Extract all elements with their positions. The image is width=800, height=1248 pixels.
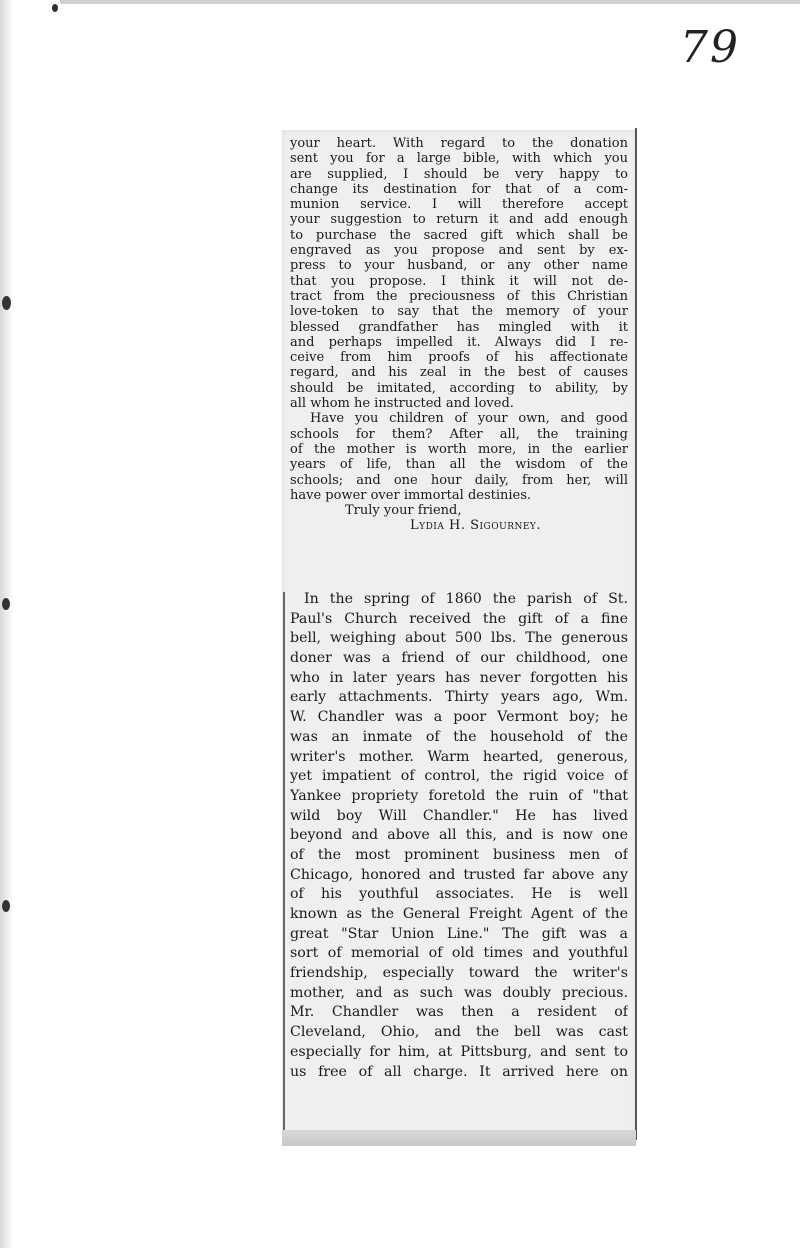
text-line: have power over immortal destinies. xyxy=(290,487,532,503)
text-line: love-token to say that the memory of your xyxy=(290,304,628,320)
page-top-edge xyxy=(60,0,800,4)
text-line: of the mother is worth more, in the earlier xyxy=(290,441,628,457)
text-line: yet impatient of control, the rigid voice of xyxy=(290,768,628,785)
text-line: of the most prominent business men of xyxy=(290,846,628,863)
text-line: and perhaps impelled it. Always did I re- xyxy=(290,334,628,350)
text-line: blessed grandfather has mingled with it xyxy=(290,319,628,335)
letter-closing: Truly your friend, xyxy=(345,503,462,519)
text-line: great "Star Union Line." The gift was a xyxy=(290,925,628,942)
text-line: W. Chandler was a poor Vermont boy; he xyxy=(290,709,628,726)
text-line: Have you children of your own, and good xyxy=(310,411,628,427)
text-line: are supplied, I should be very happy to xyxy=(290,166,628,182)
binding-mark xyxy=(52,4,58,12)
letter-text xyxy=(290,136,628,534)
text-line: years of life, than all the wisdom of the xyxy=(290,457,628,473)
text-line: schools; and one hour daily, from her, will xyxy=(290,472,628,488)
text-line: writer's mother. Warm hearted, generous, xyxy=(290,748,628,765)
text-line: Yankee propriety foretold the ruin of "that xyxy=(290,787,628,804)
text-line: press to your husband, or any other name xyxy=(290,258,628,274)
text-line: should be imitated, according to ability, by xyxy=(290,380,628,396)
article-text xyxy=(290,590,628,1082)
text-line: your heart. With regard to the donation xyxy=(290,136,628,151)
text-line: was an inmate of the household of the xyxy=(290,728,628,745)
text-line: ceive from him proofs of his affectionate xyxy=(290,350,628,366)
text-line: doner was a friend of our childhood, one xyxy=(290,650,628,667)
text-line: wild boy Will Chandler." He has lived xyxy=(290,807,628,824)
text-line: bell, weighing about 500 lbs. The generous xyxy=(290,630,628,647)
text-line: Cleveland, Ohio, and the bell was cast xyxy=(290,1024,628,1041)
text-line: early attachments. Thirty years ago, Wm. xyxy=(290,689,628,706)
text-line: schools for them? After all, the training xyxy=(290,426,628,442)
text-line: sort of memorial of old times and youthful xyxy=(290,945,628,962)
page-left-edge xyxy=(0,0,14,1248)
text-line: to purchase the sacred gift which shall be xyxy=(290,227,628,243)
text-line: engraved as you propose and sent by ex- xyxy=(290,243,628,259)
text-line: your suggestion to return it and add enough xyxy=(290,212,628,228)
binding-mark xyxy=(2,296,11,310)
text-line: us free of all charge. It arrived here on xyxy=(290,1063,628,1080)
text-line: all whom he instructed and loved. xyxy=(290,396,514,412)
text-line: In the spring of 1860 the parish of St. xyxy=(304,591,628,607)
text-line: tract from the preciousness of this Christian xyxy=(290,288,628,304)
text-line: sent you for a large bible, with which you xyxy=(290,151,628,167)
clipping-edge-bottom xyxy=(282,1130,636,1146)
text-line: who in later years has never forgotten his xyxy=(290,669,628,686)
text-line: that you propose. I think it will not de- xyxy=(290,273,628,289)
binding-mark xyxy=(2,598,10,610)
text-line: Paul's Church received the gift of a fine xyxy=(290,610,628,627)
clipping-edge-left xyxy=(283,592,285,1140)
text-line: Mr. Chandler was then a resident of xyxy=(290,1004,628,1021)
text-line: friendship, especially toward the writer's xyxy=(290,965,628,982)
text-line: mother, and as such was doubly precious. xyxy=(290,984,628,1001)
text-line: especially for him, at Pittsburg, and sent to xyxy=(290,1043,628,1060)
text-line: beyond and above all this, and is now one xyxy=(290,827,628,844)
text-line: of his youthful associates. He is well xyxy=(290,886,628,903)
text-line: regard, and his zeal in the best of causes xyxy=(290,365,628,381)
binding-mark xyxy=(2,900,10,912)
text-line: change its destination for that of a com- xyxy=(290,181,628,197)
text-line: known as the General Freight Agent of the xyxy=(290,906,628,922)
page-number: 79 xyxy=(680,22,740,73)
letter-signature: Lydia H. Sigourney. xyxy=(410,518,541,534)
clipping-edge-right xyxy=(635,128,637,1140)
text-line: munion service. I will therefore accept xyxy=(290,197,628,213)
text-line: Chicago, honored and trusted far above any xyxy=(290,866,628,883)
